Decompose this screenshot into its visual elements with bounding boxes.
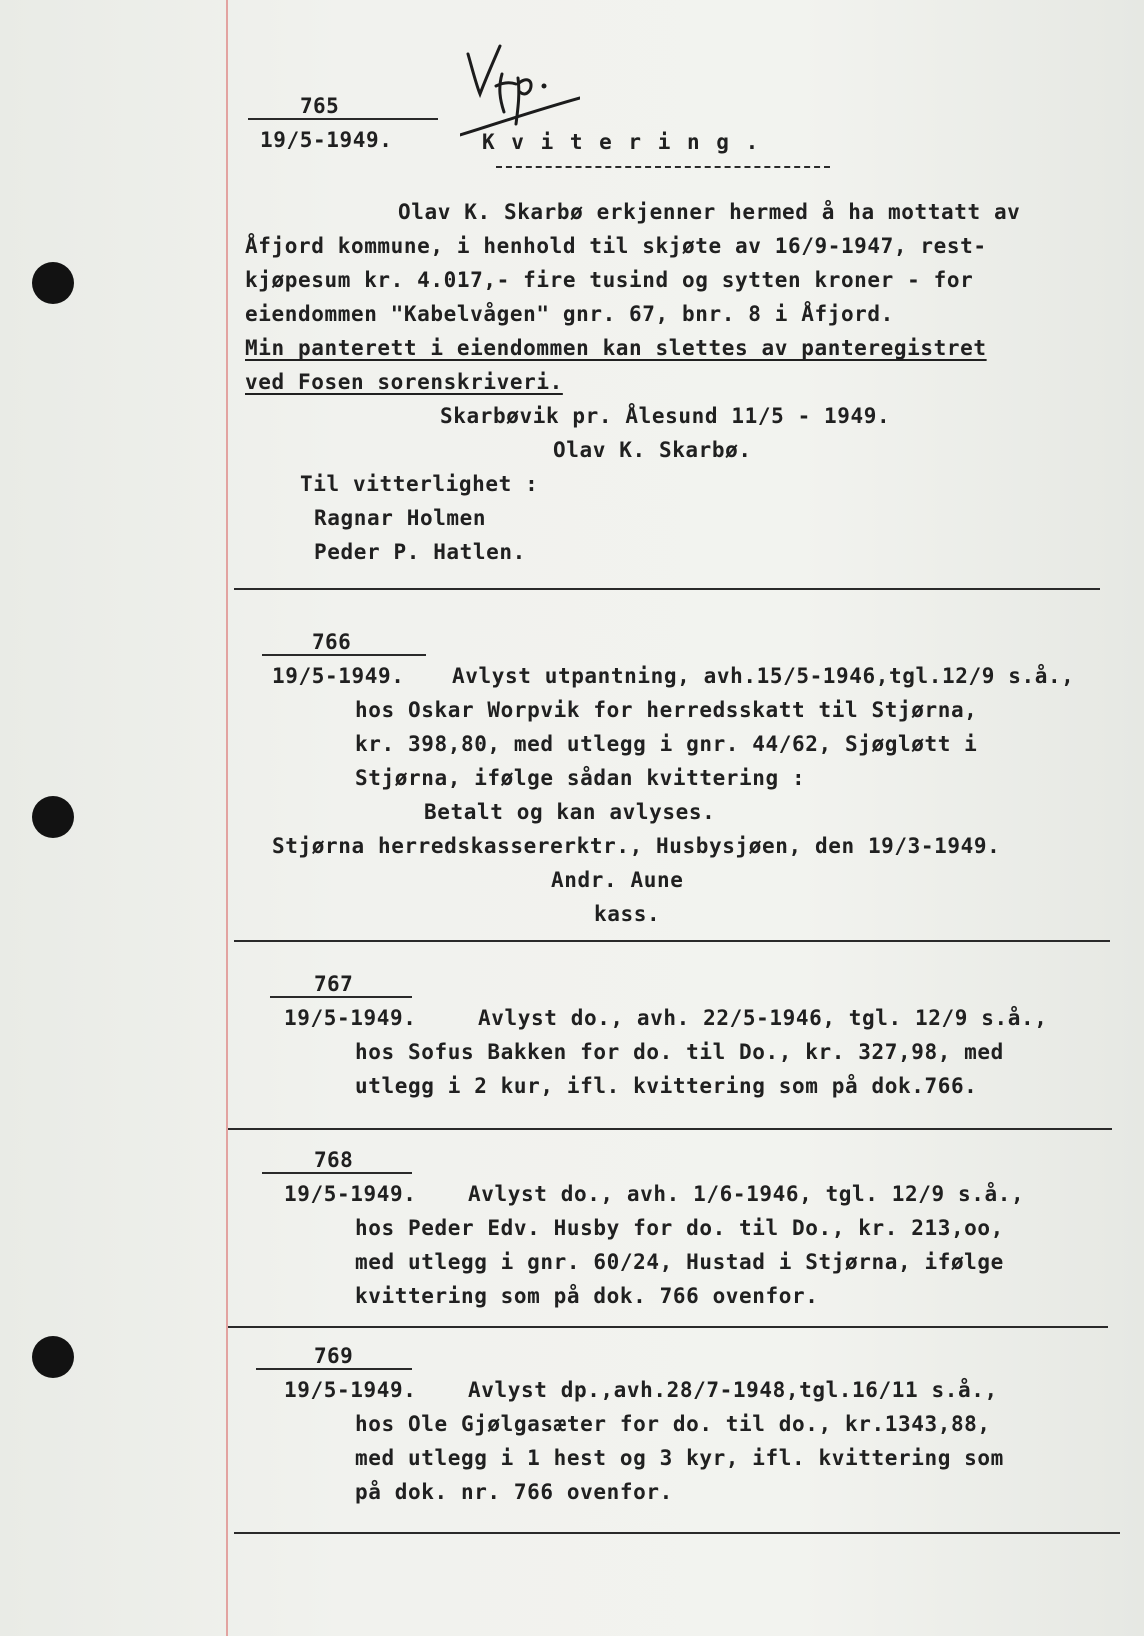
entry-766-line-3: kr. 398,80, med utlegg i gnr. 44/62, Sjøgløtt i xyxy=(355,732,978,756)
entry-765-line-9: Til vitterlighet : xyxy=(300,472,539,496)
entry-769-line-1: Avlyst dp.,avh.28/7-1948,tgl.16/11 s.å., xyxy=(468,1378,998,1402)
punch-hole-bottom xyxy=(32,1336,74,1378)
entry-765-title-underline xyxy=(496,166,830,168)
separator-rule-5 xyxy=(234,1532,1120,1534)
entry-769-line-4: på dok. nr. 766 ovenfor. xyxy=(355,1480,673,1504)
separator-rule-3 xyxy=(228,1128,1112,1130)
entry-765-line-5: Min panterett i eiendommen kan slettes av panteregistret xyxy=(245,336,987,360)
entry-766-line-7: Andr. Aune xyxy=(551,868,684,892)
entry-766-number: 766 xyxy=(312,630,352,654)
margin-line xyxy=(226,0,228,1636)
entry-766-line-5: Betalt og kan avlyses. xyxy=(424,800,716,824)
entry-766-number-rule xyxy=(262,654,426,656)
entry-767-number-rule xyxy=(270,996,412,998)
entry-768-number-rule xyxy=(262,1172,412,1174)
entry-765-line-6: ved Fosen sorenskriveri. xyxy=(245,370,563,394)
entry-765-line-7: Skarbøvik pr. Ålesund 11/5 - 1949. xyxy=(440,404,891,428)
punch-hole-middle xyxy=(32,796,74,838)
entry-768-number: 768 xyxy=(314,1148,354,1172)
entry-767-line-3: utlegg i 2 kur, ifl. kvittering som på dok.766. xyxy=(355,1074,978,1098)
entry-768-line-3: med utlegg i gnr. 60/24, Hustad i Stjørna, ifølge xyxy=(355,1250,1004,1274)
entry-769-line-3: med utlegg i 1 hest og 3 kyr, ifl. kvittering som xyxy=(355,1446,1004,1470)
separator-rule-1 xyxy=(234,588,1100,590)
entry-765-number: 765 xyxy=(300,94,340,118)
separator-rule-2 xyxy=(234,940,1110,942)
entry-765-line-1: Olav K. Skarbø erkjenner hermed å ha mottatt av xyxy=(398,200,1021,224)
entry-766-line-8: kass. xyxy=(594,902,661,926)
entry-765-line-11: Peder P. Hatlen. xyxy=(314,540,526,564)
entry-765-line-10: Ragnar Holmen xyxy=(314,506,487,530)
entry-769-number: 769 xyxy=(314,1344,354,1368)
entry-768-line-4: kvittering som på dok. 766 ovenfor. xyxy=(355,1284,819,1308)
entry-767-line-1: Avlyst do., avh. 22/5-1946, tgl. 12/9 s.å., xyxy=(478,1006,1048,1030)
entry-768-date: 19/5-1949. xyxy=(284,1182,417,1206)
entry-767-line-2: hos Sofus Bakken for do. til Do., kr. 327,98, med xyxy=(355,1040,1004,1064)
entry-765-line-2: Åfjord kommune, i henhold til skjøte av 16/9-1947, rest- xyxy=(245,234,987,258)
entry-765-number-rule xyxy=(248,118,438,120)
entry-769-date: 19/5-1949. xyxy=(284,1378,417,1402)
entry-768-line-1: Avlyst do., avh. 1/6-1946, tgl. 12/9 s.å., xyxy=(468,1182,1025,1206)
entry-765-date: 19/5-1949. xyxy=(260,128,393,152)
punch-hole-top xyxy=(32,262,74,304)
entry-769-line-2: hos Ole Gjølgasæter for do. til do., kr.1343,88, xyxy=(355,1412,991,1436)
entry-765-title: K v i t e r i n g . xyxy=(482,130,761,154)
entry-767-date: 19/5-1949. xyxy=(284,1006,417,1030)
entry-766-line-4: Stjørna, ifølge sådan kvittering : xyxy=(355,766,806,790)
entry-766-line-1: Avlyst utpantning, avh.15/5-1946,tgl.12/9 s.å., xyxy=(452,664,1075,688)
entry-766-date: 19/5-1949. xyxy=(272,664,405,688)
entry-765-line-8: Olav K. Skarbø. xyxy=(553,438,752,462)
entry-768-line-2: hos Peder Edv. Husby for do. til Do., kr. 213,oo, xyxy=(355,1216,1004,1240)
entry-766-line-6: Stjørna herredskassererktr., Husbysjøen, den 19/3-1949. xyxy=(272,834,1001,858)
entry-765-line-3: kjøpesum kr. 4.017,- fire tusind og sytten kroner - for xyxy=(245,268,974,292)
entry-766-line-2: hos Oskar Worpvik for herredsskatt til Stjørna, xyxy=(355,698,978,722)
separator-rule-4 xyxy=(228,1326,1108,1328)
entry-767-number: 767 xyxy=(314,972,354,996)
entry-769-number-rule xyxy=(256,1368,412,1370)
entry-765-line-4: eiendommen "Kabelvågen" gnr. 67, bnr. 8 i Åfjord. xyxy=(245,302,894,326)
